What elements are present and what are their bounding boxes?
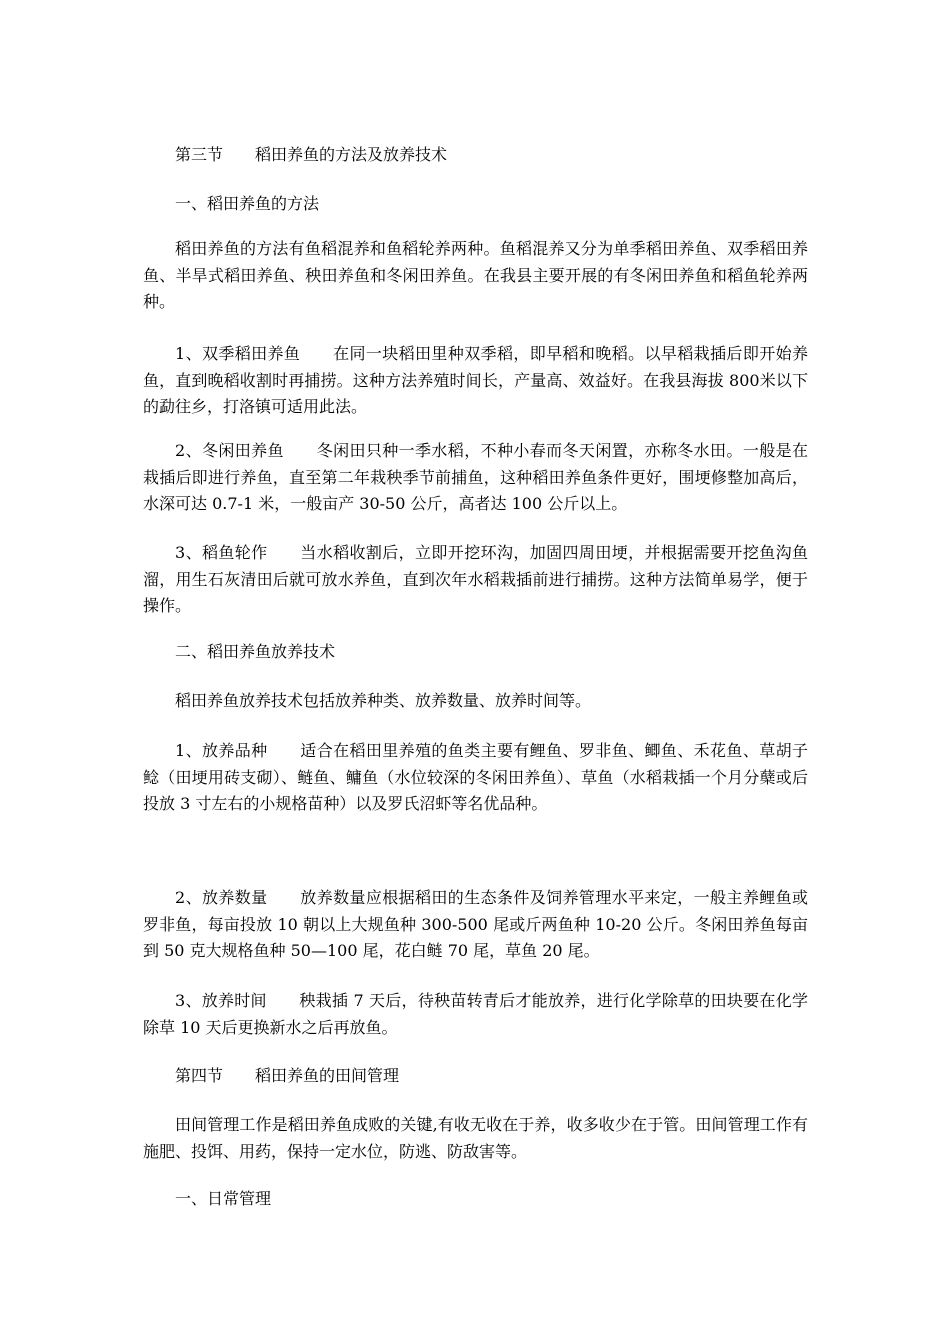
heading-daily-management: 一、日常管理 [175,1189,272,1208]
paragraph-stocking-intro: 稻田养鱼放养技术包括放养种类、放养数量、放养时间等。 [175,691,592,710]
section-4-heading: 第四节 稻田养鱼的田间管理 [175,1066,400,1085]
section-3-heading: 第三节 稻田养鱼的方法及放养技术 [175,145,448,164]
paragraph-rotation: 3、稻鱼轮作 当水稻收割后，立即开挖环沟，加固四周田埂，并根据需要开挖鱼沟鱼溜，用生石灰清田后就可放水养鱼，直到次年水稻栽插前进行捕捞。这种方法简单易学，便于操作。 [143,543,808,615]
heading-methods: 一、稻田养鱼的方法 [175,194,320,213]
paragraph-timing: 3、放养时间 秧栽插 7 天后，待秧苗转青后才能放养，进行化学除草的田块要在化学除草 10 天后更换新水之后再放鱼。 [143,991,808,1037]
paragraph-species: 1、放养品种 适合在稻田里养殖的鱼类主要有鲤鱼、罗非鱼、鲫鱼、禾花鱼、草胡子鲶（田埂用砖支砌）、鲢鱼、鳙鱼（水位较深的冬闲田养鱼）、草鱼（水稻栽插一个月分蘖或后投放 3 寸左右的小规格苗种）以及罗氏沼虾等名优品种。 [143,741,808,813]
paragraph-field-management: 田间管理工作是稻田养鱼成败的关键,有收无收在于养，收多收少在于管。田间管理工作有施肥、投饵、用药，保持一定水位，防逃、防敌害等。 [143,1115,808,1161]
paragraph-methods-intro: 稻田养鱼的方法有鱼稻混养和鱼稻轮养两种。鱼稻混养又分为单季稻田养鱼、双季稻田养鱼、半旱式稻田养鱼、秧田养鱼和冬闲田养鱼。在我县主要开展的有冬闲田养鱼和稻鱼轮养两种。 [143,239,808,311]
heading-stocking-tech: 二、稻田养鱼放养技术 [175,642,336,661]
paragraph-quantity: 2、放养数量 放养数量应根据稻田的生态条件及饲养管理水平来定，一般主养鲤鱼或罗非鱼，每亩投放 10 朝以上大规鱼种 300-500 尾或斤两鱼种 10-20 公斤。冬闲田养鱼每亩到 50 克大规格鱼种 50—100 尾，花白鲢 70 尾，草鱼 20 尾。 [143,888,808,960]
paragraph-double-season: 1、双季稻田养鱼 在同一块稻田里种双季稻，即早稻和晚稻。以早稻栽插后即开始养鱼，直到晚稻收割时再捕捞。这种方法养殖时间长，产量高、效益好。在我县海拔 800米以下的勐往乡，打洛镇可适用此法。 [143,344,808,416]
paragraph-winter-fallow: 2、冬闲田养鱼 冬闲田只种一季水稻，不种小春而冬天闲置，亦称冬水田。一般是在栽插后即进行养鱼，直至第二年栽秧季节前捕鱼，这种稻田养鱼条件更好，围埂修整加高后，水深可达 0.7-1 米，一般亩产 30-50 公斤，高者达 100 公斤以上。 [143,441,808,513]
